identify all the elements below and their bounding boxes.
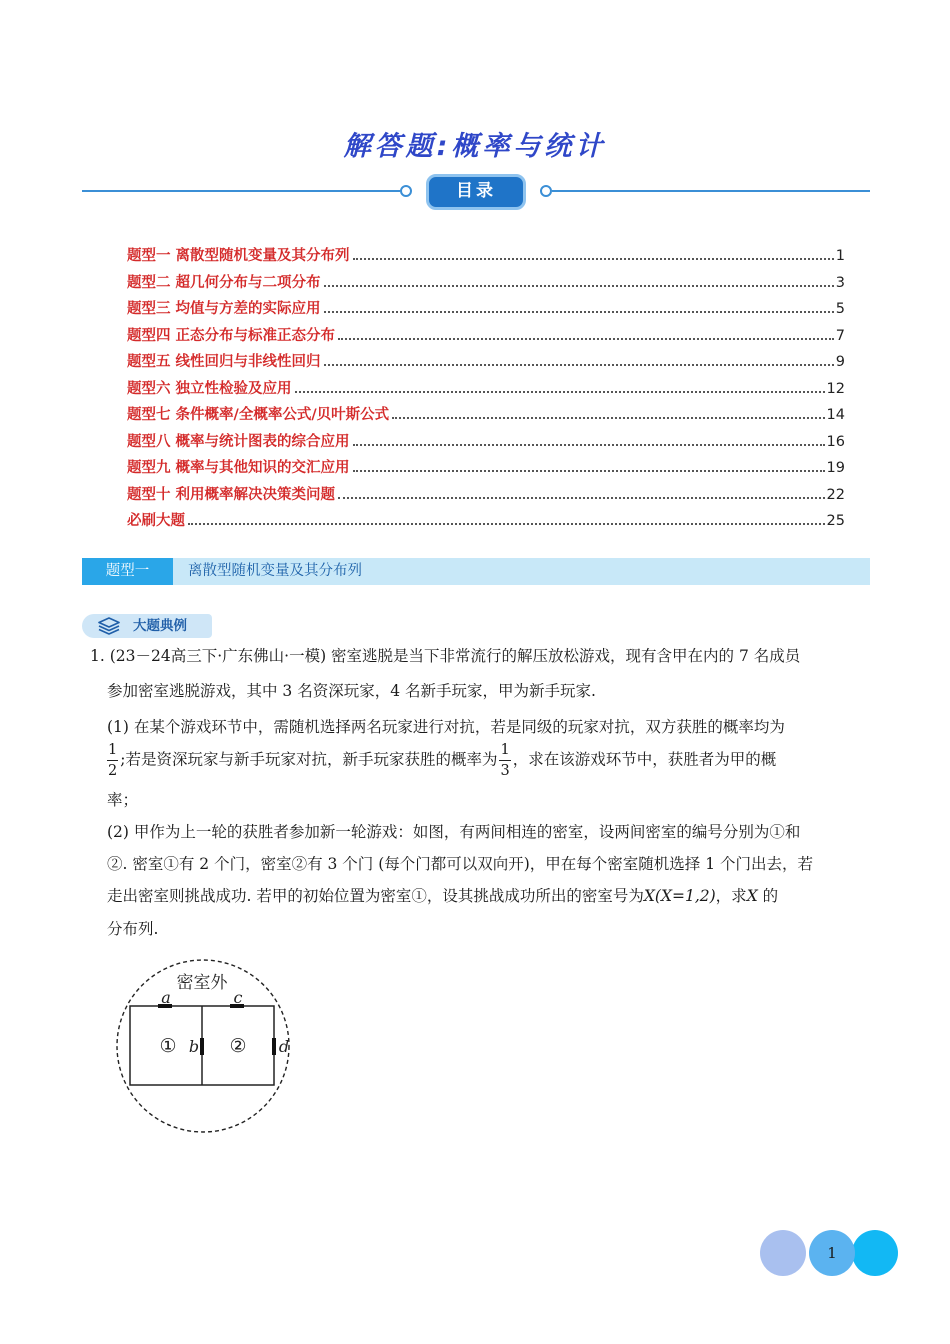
problem-text-line: 率； xyxy=(107,791,139,809)
toc-entry-page: 12 xyxy=(826,380,845,397)
toc-entry-label: 题型一 离散型随机变量及其分布列 xyxy=(127,248,350,264)
problem-text-segment: 的 xyxy=(757,887,779,905)
toc-entry-page: 19 xyxy=(826,460,845,476)
problem-text-segment: ，求 xyxy=(715,887,747,905)
toc-leader xyxy=(324,311,834,313)
toc-entry[interactable] xyxy=(127,403,845,430)
toc-entry[interactable] xyxy=(127,297,845,324)
toc-entry-page: 3 xyxy=(835,274,845,291)
room-2-label: ② xyxy=(229,1035,247,1057)
toc-divider-left xyxy=(82,190,400,192)
toc-leader xyxy=(353,444,825,446)
toc-leader xyxy=(392,417,824,419)
page-badge-circle xyxy=(760,1230,806,1276)
layers-icon xyxy=(98,617,120,635)
section-tag: 题型一 xyxy=(82,558,173,585)
toc-entry[interactable] xyxy=(127,483,845,510)
toc-entry-label: 题型八 概率与统计图表的综合应用 xyxy=(127,433,350,450)
toc-leader xyxy=(295,391,825,393)
problem-text-segment: ;若是资深玩家与新手玩家对抗，新手玩家获胜的概率为 xyxy=(120,750,498,769)
toc-divider-dot-left xyxy=(400,185,412,197)
escape-room-diagram xyxy=(108,958,298,1138)
toc-entry[interactable] xyxy=(127,377,845,404)
toc-entry-label: 必刷大题 xyxy=(127,513,185,529)
toc-entry[interactable] xyxy=(127,350,845,377)
door-d-label: d xyxy=(278,1037,290,1056)
toc-leader xyxy=(188,523,825,525)
toc-entry[interactable] xyxy=(127,509,845,536)
toc-entry[interactable] xyxy=(127,456,845,483)
toc-header xyxy=(82,174,870,210)
toc-entry-label: 题型七 条件概率/全概率公式/贝叶斯公式 xyxy=(127,407,390,423)
problem-text-line-fraction xyxy=(105,743,776,778)
problem-text-line: 1. (23－24高三下·广东佛山·一模) 密室逃脱是当下非常流行的解压放松游戏，现有含甲在内的 7 名成员 xyxy=(90,647,801,665)
toc-entry-page: 5 xyxy=(835,301,845,317)
problem-text-line: (1) 在某个游戏环节中，需随机选择两名玩家进行对抗，若是同级的玩家对抗，双方获胜的概率均为 xyxy=(107,718,785,736)
toc-entry-label: 题型五 线性回归与非线性回归 xyxy=(127,354,321,370)
toc-entry-page: 14 xyxy=(826,407,845,423)
toc-leader xyxy=(353,258,834,260)
room-1-label: ① xyxy=(159,1035,177,1057)
math-variable: X xyxy=(746,887,758,905)
toc-entry[interactable] xyxy=(127,244,845,271)
page-badge-circle xyxy=(852,1230,898,1276)
toc-entry-page: 22 xyxy=(826,486,845,503)
door-b-label: b xyxy=(188,1037,200,1056)
door-c-label: c xyxy=(233,988,243,1007)
section-header xyxy=(82,558,870,585)
toc-entry-label: 题型四 正态分布与标准正态分布 xyxy=(127,327,336,344)
toc-entry-page: 16 xyxy=(826,433,845,450)
toc-entry-label: 题型六 独立性检验及应用 xyxy=(127,380,292,397)
toc-divider-dot-right xyxy=(540,185,552,197)
toc-entry-label: 题型二 超几何分布与二项分布 xyxy=(127,274,321,291)
example-label: 大题典例 xyxy=(133,618,187,634)
problem-text-line: ②. 密室①有 2 个门，密室②有 3 个门 (每个门都可以双向开)，甲在每个密室随机选择 1 个门出去，若 xyxy=(107,855,814,873)
toc-entry[interactable] xyxy=(127,324,845,351)
toc-leader xyxy=(324,285,834,287)
problem-text-line: (2) 甲作为上一轮的获胜者参加新一轮游戏：如图，有两间相连的密室，设两间密室的编号分别为①和 xyxy=(107,823,801,841)
fraction-one-third: $\frac{1}{3}$ xyxy=(500,742,510,779)
toc-entry-page: 25 xyxy=(826,513,845,529)
toc-leader xyxy=(338,338,834,340)
toc-entry-page: 9 xyxy=(835,354,845,370)
door-a-label: a xyxy=(161,988,171,1007)
fraction-one-half: $\frac{1}{2}$ xyxy=(108,742,118,779)
problem-text-segment: 走出密室则挑战成功. 若甲的初始位置为密室①，设其挑战成功所出的密室号为 xyxy=(107,887,644,905)
toc-entry-label: 题型十 利用概率解决决策类问题 xyxy=(127,486,336,503)
problem-text-line: 参加密室逃脱游戏，其中 3 名资深玩家，4 名新手玩家，甲为新手玩家. xyxy=(107,682,596,700)
toc-entry-label: 题型三 均值与方差的实际应用 xyxy=(127,301,321,317)
page-number-badge xyxy=(760,1228,900,1278)
problem-text-segment: ，求在该游戏环节中，获胜者为甲的概 xyxy=(512,750,777,769)
toc-entry[interactable] xyxy=(127,430,845,457)
toc-leader xyxy=(338,497,825,499)
toc-entry[interactable] xyxy=(127,271,845,298)
toc-leader xyxy=(353,470,825,472)
section-title: 离散型随机变量及其分布列 xyxy=(188,563,362,579)
outside-label: 密室外 xyxy=(176,973,228,993)
table-of-contents xyxy=(127,244,845,536)
page-number: 1 xyxy=(827,1244,837,1262)
toc-leader xyxy=(324,364,834,366)
problem-text-line: 分布列. xyxy=(107,920,159,938)
toc-divider-right xyxy=(552,190,870,192)
problem-text-line xyxy=(107,889,778,905)
example-label-pill xyxy=(82,614,212,638)
toc-entry-page: 7 xyxy=(835,327,845,344)
math-variable: X(X=1,2) xyxy=(643,887,716,905)
toc-heading: 目录 xyxy=(426,174,526,210)
document-title: 解答题:概率与统计 xyxy=(343,131,607,162)
toc-entry-label: 题型九 概率与其他知识的交汇应用 xyxy=(127,460,350,476)
toc-entry-page: 1 xyxy=(835,248,845,264)
